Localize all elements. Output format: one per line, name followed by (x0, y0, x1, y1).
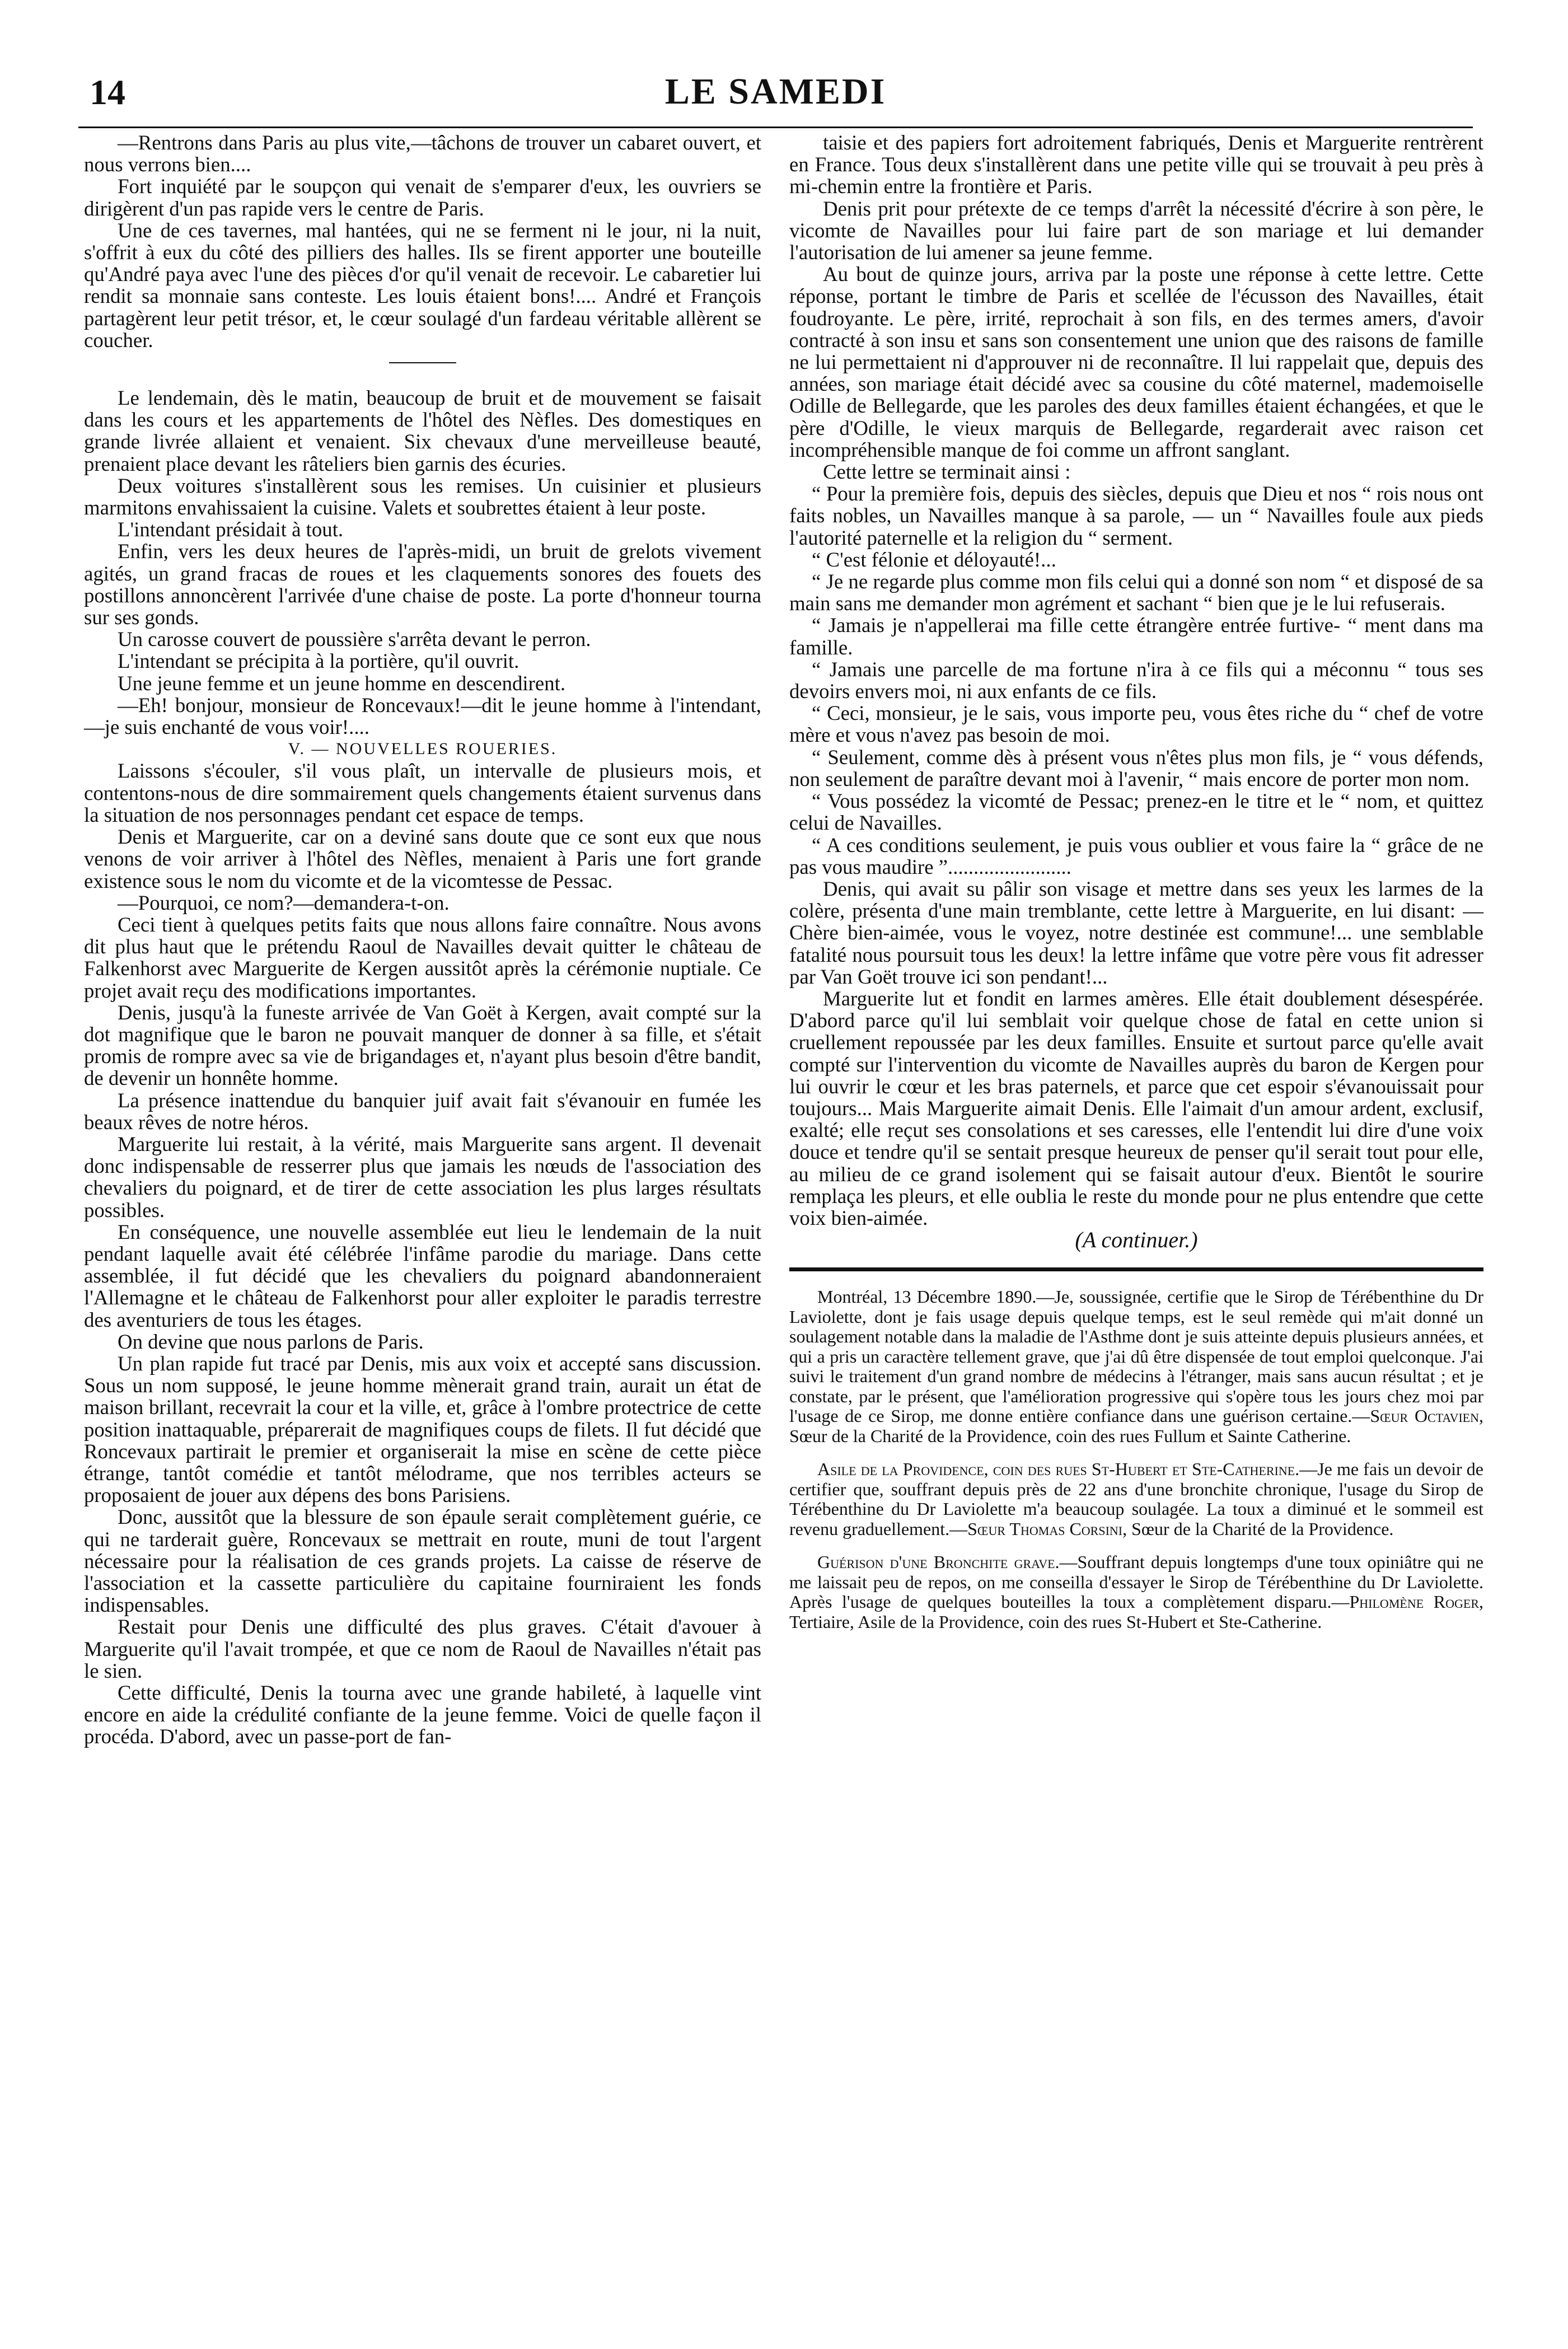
page-number: 14 (90, 72, 125, 112)
paragraph: Marguerite lut et fondit en larmes amères. Elle était doublement désespérée. D'abord parce qu'il lui semblait voir quelque chose de fatal en cette union si cruellement repoussée par les deux familles. Ensuite et surtout parce qu'elle avait compté sur l'intervention du vicomte de Navailles auprès du baron de Kergen pour lui ouvrir le cœur et les bras paternels, et parce que cet espoir s'évanouissait pour toujours... Mais Marguerite aimait Denis. Elle l'aimait d'un amour ardent, exclusif, exalté; elle reçut ses consolations et ses caresses, elle l'entendit lui dire d'une voix douce et tendre qu'il se sentait presque heureux de penser qu'il serait tout pour elle, au milieu de ce grand isolement qui se faisait autour d'eux. Bientôt le sourire remplaça les pleurs, et elle oublia le reste du monde pour ne plus entendre que cette voix bien-aimée. (789, 986, 1483, 1229)
paragraph: Fort inquiété par le soupçon qui venait de s'emparer d'eux, les ouvriers se dirigèrent d'un pas rapide vers le centre de Paris. (84, 175, 761, 220)
advertisement-heading: Guérison d'une Bronchite grave. (817, 1552, 1060, 1573)
advertisements (789, 1287, 1483, 1632)
paragraph: “ Seulement, comme dès à présent vous n'êtes plus mon fils, je “ vous défends, non seulement de paraître devant moi à l'avenir, “ mais encore de porter mon nom. (789, 745, 1483, 790)
paragraph: Denis et Marguerite, car on a deviné sans doute que ce sont eux que nous venons de voir arriver à l'hôtel des Nèfles, menaient à Paris une fort grande existence sous le nom du vicomte et de la vicomtesse de Pessac. (84, 825, 761, 892)
paragraph: “ Vous possédez la vicomté de Pessac; prenez-en le titre et le “ nom, et quittez celui de Navailles. (789, 789, 1483, 835)
paragraph: On devine que nous parlons de Paris. (118, 1330, 424, 1353)
paragraph: Le lendemain, dès le matin, beaucoup de bruit et de mouvement se faisait dans les cours et les appartements de l'hôtel des Nèfles. Des domestiques en grande livrée allaient et venaient. Six chevaux d'une merveilleuse beauté, prenaient place devant les râteliers bien garnis des écuries. (84, 386, 761, 475)
advertisement-rule (789, 1267, 1483, 1271)
paragraph: Donc, aussitôt que la blessure de son épaule serait complètement guérie, ce qui ne tarderait guère, Roncevaux se mettrait en route, muni de tout l'argent nécessaire pour la réalisation de ces grands projets. La caisse de réserve de l'association et la cassette particulière du capitaine fourniraient les fonds indispensables. (84, 1505, 761, 1617)
paragraph: —Eh! bonjour, monsieur de Roncevaux!—dit le jeune homme à l'intendant,—je suis enchanté de vous voir!.... (84, 693, 761, 739)
left-column (84, 132, 761, 1748)
header-rule (78, 127, 1473, 128)
left-paragraphs-part3 (84, 760, 761, 1747)
paragraph: taisie et des papiers fort adroitement fabriqués, Denis et Marguerite rentrèrent en France. Tous deux s'installèrent dans une petite ville qui se trouvait à peu près à mi-chemin entre la frontière et Paris. (789, 131, 1483, 198)
advertisement-heading: Asile de la Providence, coin des rues St-Hubert et Ste-Catherine. (817, 1459, 1300, 1480)
advertisement (789, 1459, 1483, 1539)
advertisement-text: Montréal, 13 Décembre 1890.—Je, soussignée, certifie que le Sirop de Térébenthine du Dr Laviolette, dont je fais usage depuis quelque temps, est le seul remède qui m'ait donné un soulagement notable dans la maladie de l'Asthme dont je suis atteinte depuis plusieurs années, et qui a pris un caractère tellement grave, que j'ai dû être dispensée de tout emploi quelconque. J'ai suivi le traitement d'un grand nombre de médecins à l'étranger, mais sans aucun résultat ; et je constate, par le présent, que l'amélioration progressive qui s'opère tous les jours chez moi par l'usage de ce Sirop, me donne entière confiance dans une guérison certaine.— (789, 1286, 1483, 1426)
paragraph: Marguerite lui restait, à la vérité, mais Marguerite sans argent. Il devenait donc indispensable de resserrer plus que jamais les nœuds de l'association des chevaliers du poignard, et de tirer de cette association les plus larges résultats possibles. (84, 1132, 761, 1222)
paragraph: Cette difficulté, Denis la tourna avec une grande habileté, à laquelle vint encore en aide la crédulité confiante de la jeune femme. Voici de quelle façon il procéda. D'abord, avec un passe-port de fan- (84, 1681, 761, 1748)
letter-quotes (789, 483, 1483, 878)
left-paragraphs-part2 (84, 387, 761, 738)
paragraph: Enfin, vers les deux heures de l'après-midi, un bruit de grelots vivement agités, un grand fracas de roues et les claquements sonores des fouets des postillons annoncèrent l'arrivée d'une chaise de poste. La porte d'honneur tourna sur ses gonds. (84, 540, 761, 629)
paragraph: Un carosse couvert de poussière s'arrêta devant le perron. (118, 628, 591, 651)
right-paragraphs-part2 (789, 878, 1483, 1229)
paragraph: Au bout de quinze jours, arriva par la poste une réponse à cette lettre. Cette réponse, portant le timbre de Paris et scellée de l'écusson des Navailles, était foudroyante. Le père, irrité, reprochait à son fils, en des termes amers, d'avoir contracté à son insu et sans son consentement une union que des raisons de famille ne lui permettaient ni d'approuver ni de reconnaître. Il lui rappelait que, depuis des années, son mariage était décidé avec sa cousine du côté maternel, mademoiselle Odille de Bellegarde, que les paroles des deux familles étaient échangées, et que le père d'Odille, le vieux marquis de Bellegarde, regarderait avec raison cet incompréhensible manque de foi comme un affront sanglant. (789, 263, 1483, 461)
advertisement-text: —Souffrant depuis longtemps d'une toux opiniâtre qui ne me laissait peu de repos, on me conseilla d'essayer le Sirop de Térébenthine du Dr Laviolette. Après l'usage de quelques bouteilles la toux a complètement disparu.— (789, 1552, 1483, 1612)
section-title: V. — NOUVELLES ROUERIES. (288, 740, 558, 759)
paragraph: “ Ceci, monsieur, je le sais, vous importe peu, vous êtes riche du “ chef de votre mère et vous n'avez pas besoin de moi. (789, 701, 1483, 747)
paragraph: —Rentrons dans Paris au plus vite,—tâchons de trouver un cabaret ouvert, et nous verrons bien.... (84, 131, 761, 176)
advertisement-signature: Sœur Octavien, (1370, 1406, 1483, 1426)
paragraph: Deux voitures s'installèrent sous les remises. Un cuisinier et plusieurs marmitons envahissaient la cuisine. Valets et soubrettes étaient à leur poste. (84, 474, 761, 520)
paragraph: L'intendant présidait à tout. (118, 518, 344, 541)
advertisement (789, 1552, 1483, 1632)
page-header (78, 66, 1473, 125)
continuation-note: (A continuer.) (1075, 1227, 1198, 1253)
paragraph: La présence inattendue du banquier juif avait fait s'évanouir en fumée les beaux rêves de notre héros. (84, 1088, 761, 1134)
advertisement-signature: Philomène Roger, (1349, 1592, 1483, 1612)
paragraph: Denis prit pour prétexte de ce temps d'arrêt la nécessité d'écrire à son père, le vicomte de Navailles pour lui faire part de son mariage et lui demander l'autorisation de lui amener sa jeune femme. (789, 196, 1483, 264)
paragraph: Une jeune femme et un jeune homme en descendirent. (118, 671, 566, 695)
paragraph: “ Pour la première fois, depuis des siècles, depuis que Dieu et nos “ rois nous ont faits nobles, un Navailles manque à sa parole, — un “ Navailles foule aux pieds l'autorité paternelle et la religion du “ serment. (789, 482, 1483, 549)
paragraph: Denis, qui avait su pâlir son visage et mettre dans ses yeux les larmes de la colère, présenta d'une main tremblante, cette lettre à Marguerite, en lui disant: — Chère bien-aimée, vous le voyez, notre destinée est commune!... une semblable fatalité nous poursuit tous les deux! la lettre infâme que votre père vous fit adresser par Van Goët trouve ici son pendant!... (789, 877, 1483, 988)
paragraph: Un plan rapide fut tracé par Denis, mis aux voix et accepté sans discussion. Sous un nom supposé, le jeune homme mènerait grand train, aurait un état de maison brillant, recevrait la cour et la ville, et, grâce à l'ombre protectrice de cette position inattaquable, préparerait de magnifiques coups de filets. Il fut décidé que Roncevaux partirait le premier et organiserait la mise en scène de cette pièce étrange, tantôt comédie et tantôt mélodrame, que nos terribles acteurs se proposaient de jouer aux dépens des bons Parisiens. (84, 1351, 761, 1507)
paragraph: “ A ces conditions seulement, je puis vous oublier et vous faire la “ grâce de ne pas vous maudire ”........................ (789, 833, 1483, 878)
paragraph: L'intendant se précipita à la portière, qu'il ouvrit. (118, 649, 519, 673)
paragraph: Denis, jusqu'à la funeste arrivée de Van Goët à Kergen, avait compté sur la dot magnifique que le baron ne pouvait manquer de donner à sa fille, et s'était promis de rompre avec sa vie de brigandages et, n'ayant plus besoin d'être bandit, de devenir un honnête homme. (84, 1000, 761, 1090)
paragraph: En conséquence, une nouvelle assemblée eut lieu le lendemain de la nuit pendant laquelle avait été célébrée l'infâme parodie du mariage. Dans cette assemblée, il fut décidé que les chevaliers du poignard abandonneraient l'Allemagne et le château de Falkenhorst pour aller exploiter le paradis terrestre des aventuriers de tous les étages. (84, 1220, 761, 1331)
scene-separator (389, 362, 456, 363)
advertisement-tail: Sœur de la Charité de la Providence, coin des rues Fullum et Sainte Catherine. (789, 1425, 1351, 1446)
paragraph: Ceci tient à quelques petits faits que nous allons faire connaître. Nous avons dit plus haut que le prétendu Raoul de Navailles devait quitter le château de Falkenhorst avec Marguerite de Kergen aussitôt après la cérémonie nuptiale. Ce projet avait reçu des modifications importantes. (84, 913, 761, 1002)
paragraph: Cette lettre se terminait ainsi : (823, 460, 1071, 484)
right-paragraphs-part1 (789, 132, 1483, 483)
advertisement-signature: Sœur Thomas Corsini, (967, 1518, 1127, 1539)
paragraph: “ C'est félonie et déloyauté!... (812, 548, 1056, 571)
paragraph: “ Je ne regarde plus comme mon fils celui qui a donné son nom “ et disposé de sa main sans me demander mon agrément et sachant “ bien que je le lui refuserais. (789, 570, 1483, 615)
advertisement-tail: Sœur de la Charité de la Providence. (1127, 1518, 1394, 1539)
journal-title: LE SAMEDI (664, 71, 887, 112)
advertisement-tail: Tertiaire, Asile de la Providence, coin des rues St-Hubert et Ste-Catherine. (789, 1611, 1322, 1632)
advertisement-text: —Je me fais un devoir de certifier que, souffrant depuis près de 22 ans d'une bronchite chronique, l'usage du Sirop de Térébenthine du Dr Laviolette m'a beaucoup soulagée. La toux a diminué et le sommeil est revenu graduellement.— (789, 1459, 1483, 1539)
paragraph: Laissons s'écouler, s'il vous plaît, un intervalle de plusieurs mois, et contentons-nous de dire sommairement quels changements étaient survenus dans la situation de nos personnages pendant cet espace de temps. (84, 759, 761, 826)
right-column (789, 132, 1483, 1645)
left-paragraphs-part1 (84, 132, 761, 351)
paragraph: “ Jamais une parcelle de ma fortune n'ira à ce fils qui a méconnu “ tous ses devoirs envers moi, ni aux enfants de ce fils. (789, 657, 1483, 703)
paragraph: “ Jamais je n'appellerai ma fille cette étrangère entrée furtive- “ ment dans ma famille. (789, 614, 1483, 659)
advertisement (789, 1287, 1483, 1446)
paragraph: Restait pour Denis une difficulté des plus graves. C'était d'avouer à Marguerite qu'il l'avait trompée, et que ce nom de Raoul de Navailles n'était pas le sien. (84, 1615, 761, 1682)
paragraph: —Pourquoi, ce nom?—demandera-t-on. (118, 891, 450, 914)
paragraph: Une de ces tavernes, mal hantées, qui ne se ferment ni le jour, ni la nuit, s'offrit à eux du côté des pilliers des halles. Ils se firent apporter une bouteille qu'André paya avec l'une des pièces d'or qu'il venait de recevoir. Le cabaretier lui rendit sa monnaie sans conteste. Les louis étaient bons!.... André et François partagèrent leur petit trésor, et, le cœur soulagé d'un fardeau véritable allèrent se coucher. (84, 218, 761, 352)
